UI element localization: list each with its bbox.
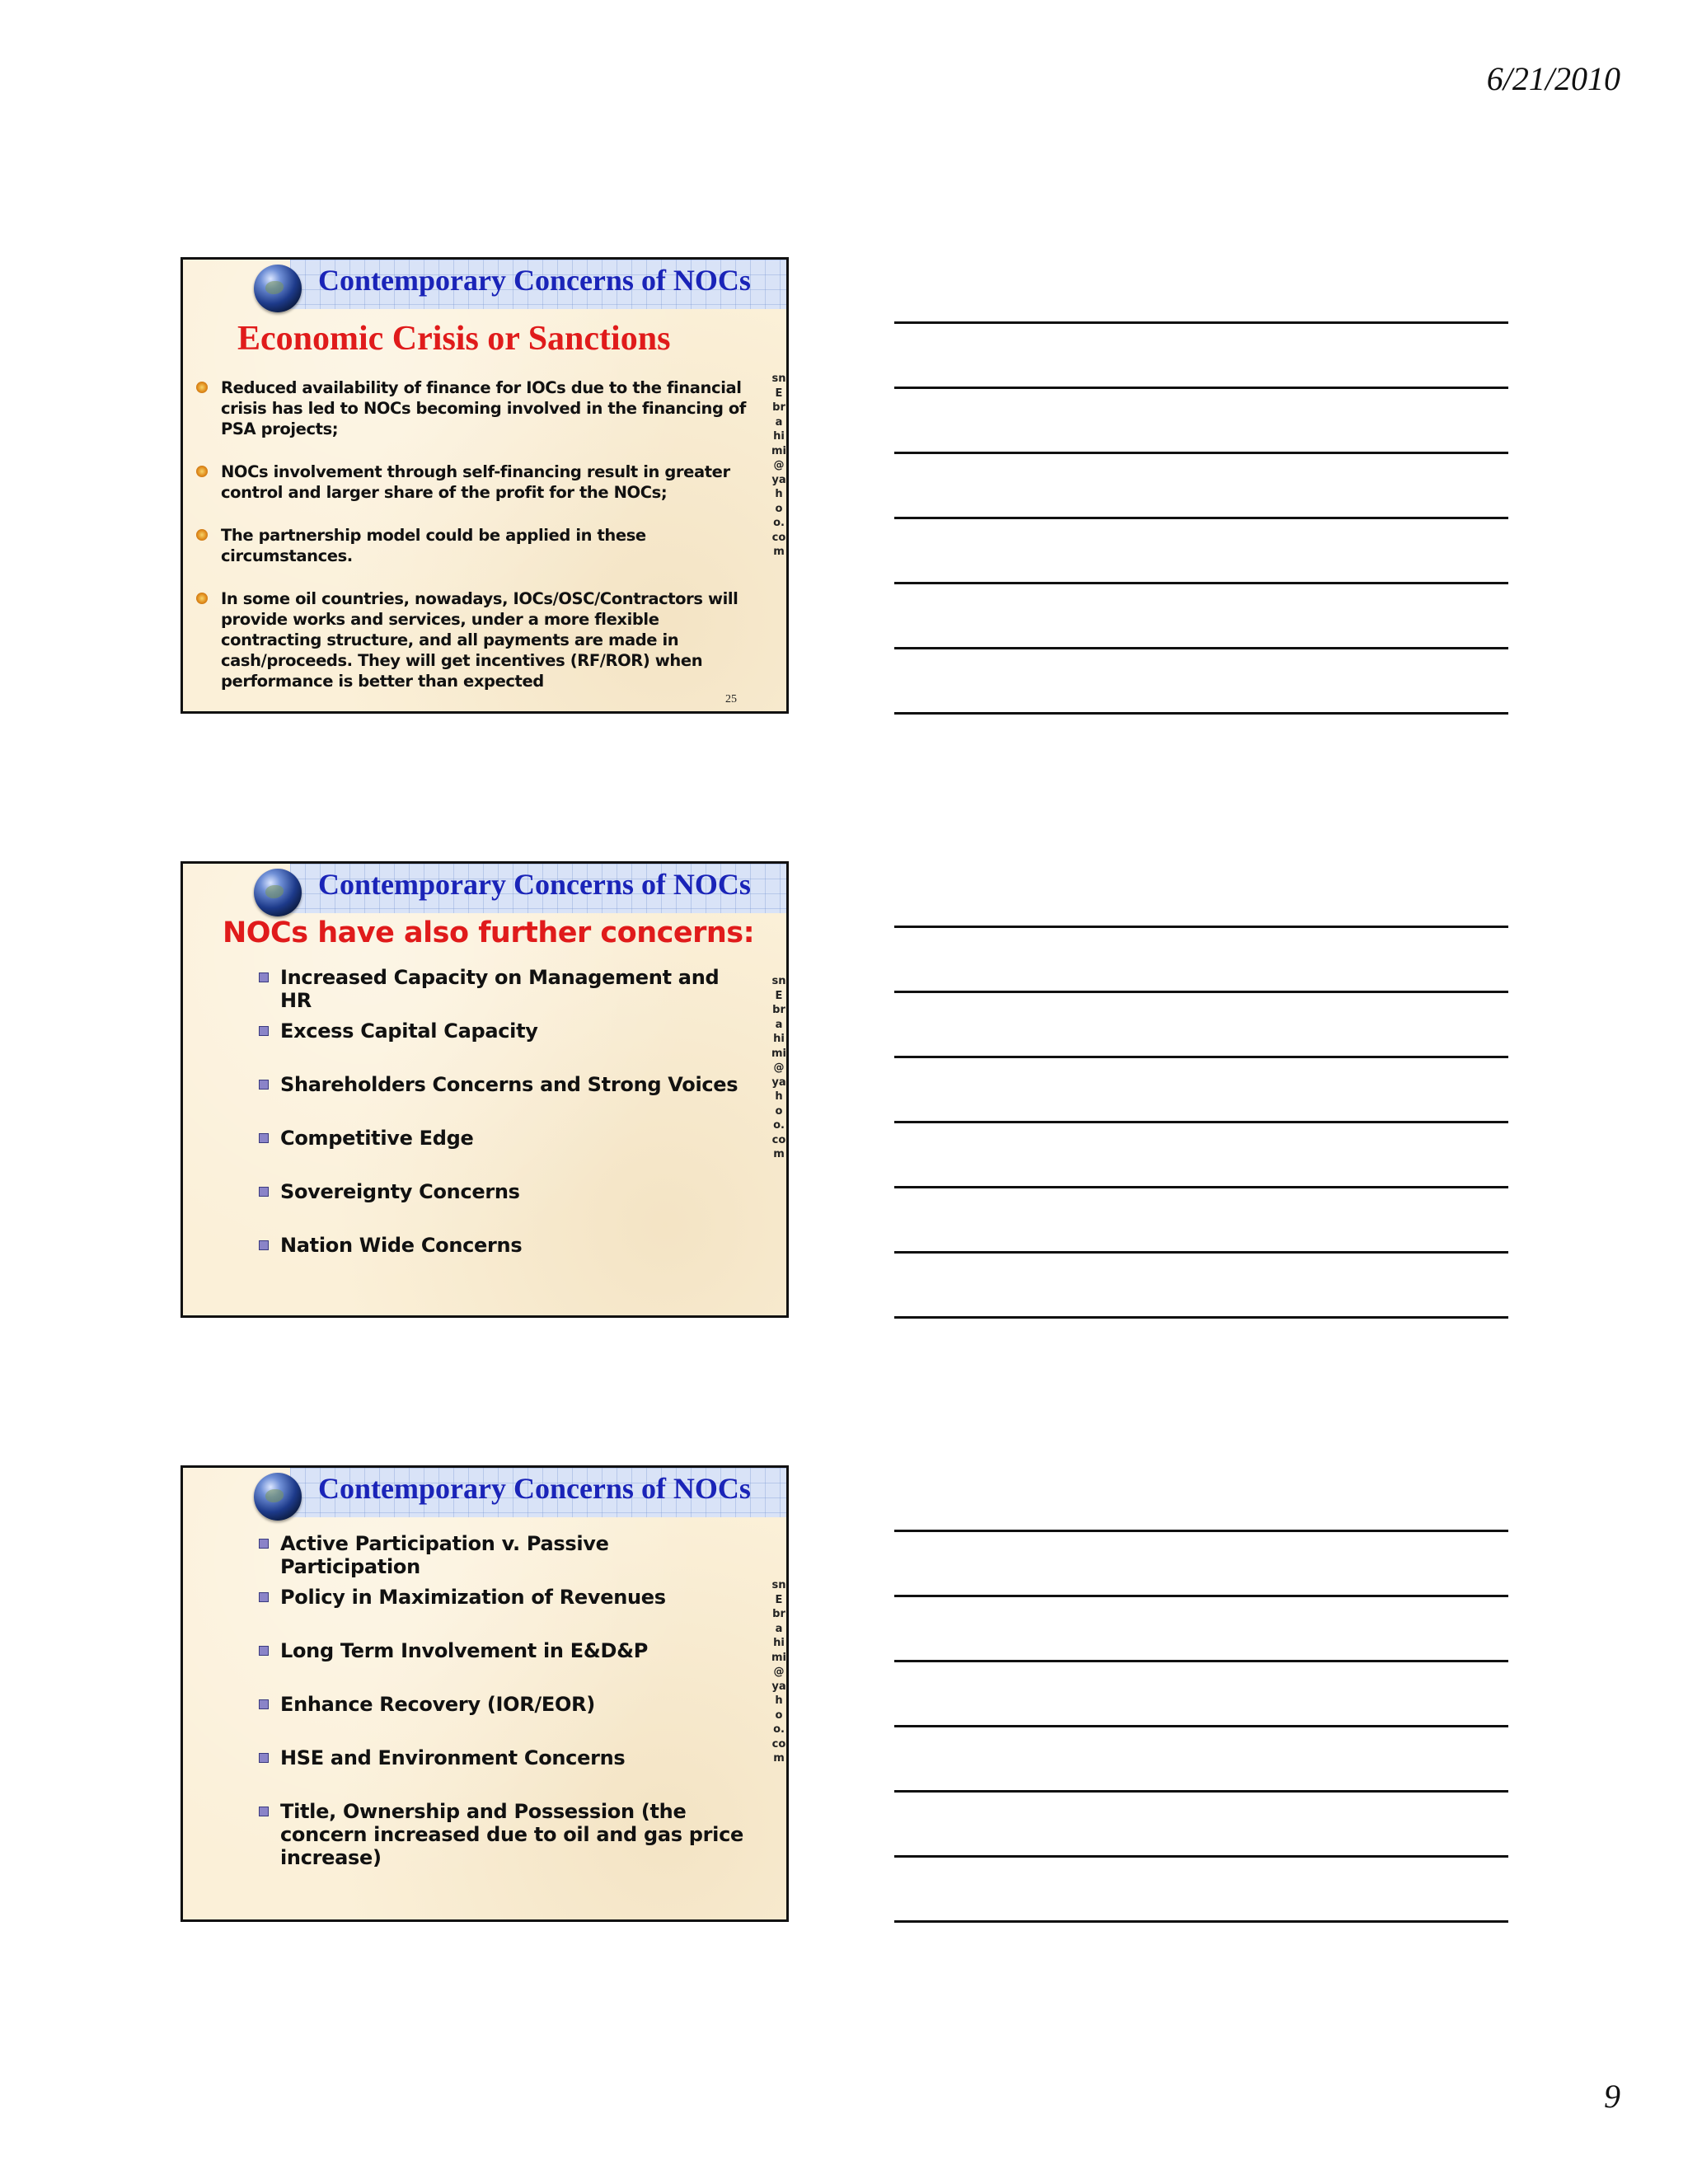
notes-line	[894, 1595, 1508, 1597]
bullet-item	[259, 1639, 753, 1693]
vertical-email-watermark: snEbrahimi@yahoo.com	[771, 975, 787, 1160]
notes-line	[894, 387, 1508, 389]
bullet-item	[259, 1746, 753, 1800]
slide-title: Contemporary Concerns of NOCs	[318, 264, 751, 297]
bullet-item	[259, 1234, 753, 1287]
slide-thumbnail-concerns-continued	[181, 1465, 789, 1922]
bullet-text: Active Participation v. Passive Participation	[280, 1532, 609, 1578]
bullet-icon	[259, 1080, 269, 1090]
bullet-text: Title, Ownership and Possession (the concern increased due to oil and gas price increase)	[280, 1800, 744, 1869]
bullet-text: Long Term Involvement in E&D&P	[280, 1639, 648, 1662]
bullet-icon	[259, 1539, 269, 1549]
notes-line	[894, 1056, 1508, 1058]
bullet-icon	[259, 1133, 269, 1143]
notes-line	[894, 1790, 1508, 1793]
bullet-item	[196, 525, 757, 566]
bullet-text: Sovereignty Concerns	[280, 1180, 520, 1203]
bullet-list	[196, 377, 757, 714]
bullet-item	[259, 1532, 753, 1586]
notes-line	[894, 647, 1508, 649]
slide-title: Contemporary Concerns of NOCs	[318, 1472, 751, 1505]
notes-line	[894, 991, 1508, 993]
slide-title: Contemporary Concerns of NOCs	[318, 868, 751, 901]
notes-line	[894, 926, 1508, 928]
bullet-icon	[259, 1187, 269, 1197]
notes-line	[894, 1316, 1508, 1319]
bullet-text: Nation Wide Concerns	[280, 1234, 523, 1257]
slide-thumbnail-concerns	[181, 861, 789, 1318]
bullet-item	[259, 1693, 753, 1746]
notes-line	[894, 1725, 1508, 1727]
notes-line	[894, 1121, 1508, 1123]
bullet-text: Increased Capacity on Management and HR	[280, 966, 720, 1012]
bullet-item	[259, 1180, 753, 1234]
bullet-list	[259, 1532, 753, 1869]
bullet-item	[259, 1019, 753, 1073]
notes-line	[894, 1920, 1508, 1923]
bullet-icon	[259, 1699, 269, 1709]
notes-line	[894, 582, 1508, 584]
bullet-text: NOCs involvement through self-financing result in greater control and larger share of the profit for the NOCs;	[221, 462, 730, 502]
bullet-icon	[196, 529, 208, 541]
notes-line	[894, 452, 1508, 454]
bullet-item	[196, 377, 757, 439]
bullet-item	[259, 1586, 753, 1639]
bullet-list	[259, 966, 753, 1287]
slide-subtitle: NOCs have also further concerns:	[223, 916, 755, 949]
bullet-text: Policy in Maximization of Revenues	[280, 1586, 666, 1609]
bullet-item	[259, 1800, 753, 1869]
notes-line	[894, 517, 1508, 519]
bullet-text: Shareholders Concerns and Strong Voices	[280, 1073, 738, 1096]
bullet-text: Reduced availability of finance for IOCs due to the financial crisis has led to NOCs becoming involved in the financing of PSA projects;	[221, 378, 746, 438]
bullet-text: Competitive Edge	[280, 1127, 474, 1150]
vertical-email-watermark: snEbrahimi@yahoo.com	[771, 373, 787, 558]
bullet-item	[259, 1073, 753, 1127]
notes-line	[894, 321, 1508, 324]
bullet-text: The partnership model could be applied in these circumstances.	[221, 526, 646, 565]
bullet-icon	[196, 382, 208, 393]
bullet-icon	[196, 593, 208, 604]
globe-icon	[254, 265, 302, 312]
bullet-icon	[259, 1753, 269, 1763]
bullet-text: Enhance Recovery (IOR/EOR)	[280, 1693, 595, 1716]
globe-icon	[254, 1473, 302, 1521]
notes-line	[894, 1660, 1508, 1662]
bullet-icon	[196, 466, 208, 477]
vertical-email-watermark: snEbrahimi@yahoo.com	[771, 1579, 787, 1765]
notes-line	[894, 712, 1508, 715]
notes-line	[894, 1251, 1508, 1254]
slide-number: 25	[725, 693, 737, 705]
bullet-icon	[259, 972, 269, 982]
bullet-text: HSE and Environment Concerns	[280, 1746, 626, 1769]
slide-thumbnail-25	[181, 257, 789, 714]
bullet-icon	[259, 1026, 269, 1036]
page-number: 9	[1604, 2078, 1620, 2115]
bullet-icon	[259, 1240, 269, 1250]
notes-line	[894, 1186, 1508, 1188]
bullet-item	[259, 1127, 753, 1180]
notes-line	[894, 1855, 1508, 1858]
notes-line	[894, 1530, 1508, 1532]
bullet-item	[196, 588, 757, 691]
bullet-text: Excess Capital Capacity	[280, 1019, 538, 1043]
globe-icon	[254, 869, 302, 916]
bullet-icon	[259, 1646, 269, 1656]
bullet-item	[259, 966, 753, 1019]
bullet-item	[196, 462, 757, 503]
bullet-text: In some oil countries, nowadays, IOCs/OSC/Contractors will provide works and services, under a more flexible contracting structure, and all payments are made in cash/proceeds. They will get incentives (RF/ROR) when performance is better than expected	[221, 589, 738, 691]
bullet-icon	[259, 1592, 269, 1602]
handout-date: 6/21/2010	[1486, 60, 1620, 97]
bullet-icon	[259, 1807, 269, 1816]
slide-subtitle: Economic Crisis or Sanctions	[237, 320, 671, 358]
